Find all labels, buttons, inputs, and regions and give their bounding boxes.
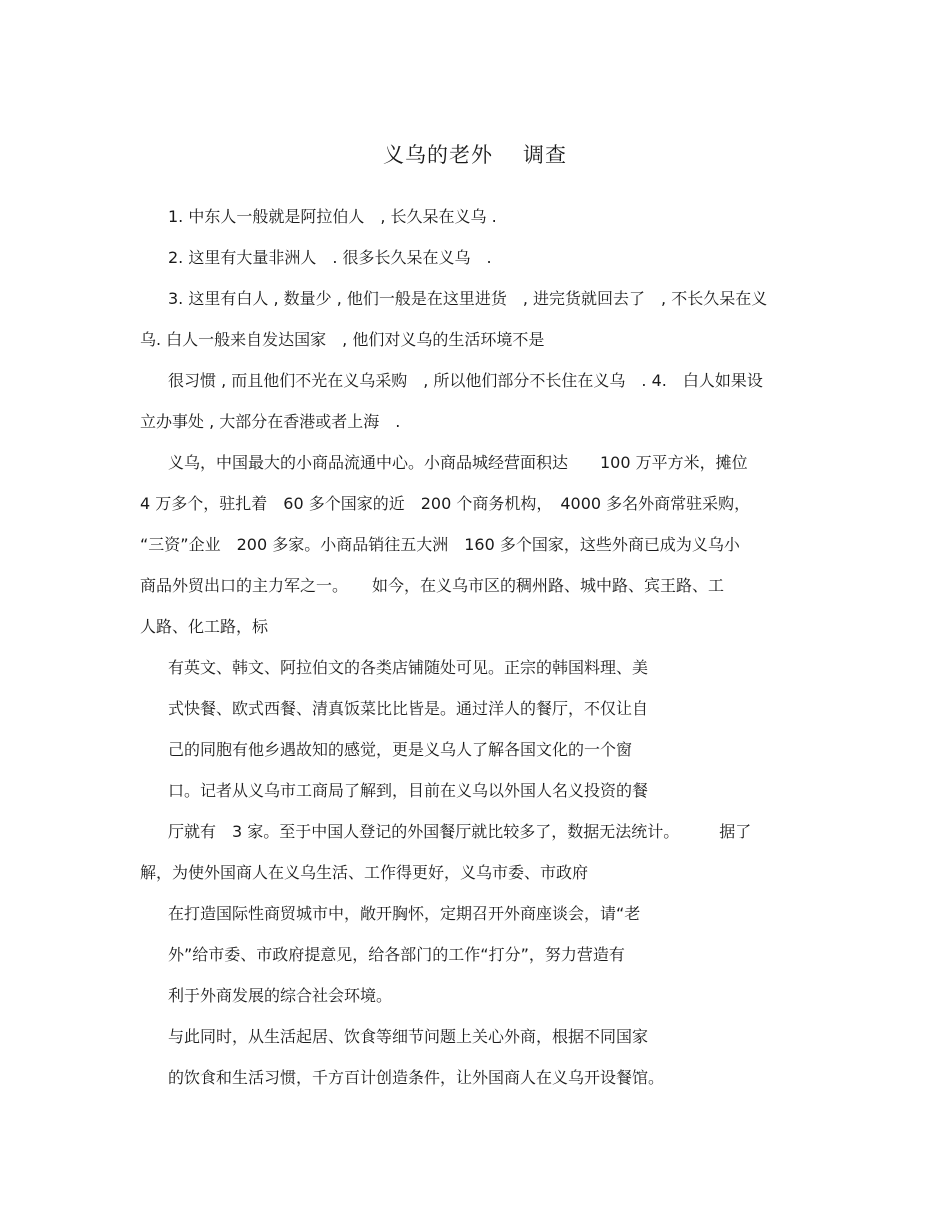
- text-line: 1. 中东人一般就是阿拉伯人 , 长久呆在义乌 .: [168, 207, 497, 226]
- text-line: 2. 这里有大量非洲人 . 很多长久呆在义乌 .: [168, 248, 492, 267]
- text-line: 解，为使外国商人在义乌生活、工作得更好，义乌市委、市政府: [140, 863, 589, 882]
- text-line: 厅就有 3 家。至于中国人登记的外国餐厅就比较多了，数据无法统计。 据了: [168, 822, 752, 841]
- text-line: 有英文、韩文、阿拉伯文的各类店铺随处可见。正宗的韩国料理、美: [168, 658, 649, 677]
- title-part-1: 义乌的老外: [383, 143, 493, 167]
- text-line: 很习惯 , 而且他们不光在义乌采购 , 所以他们部分不长住在义乌 . 4. 白人如果设: [168, 371, 763, 390]
- text-line: 人路、化工路，标: [140, 617, 269, 636]
- text-line: 与此同时，从生活起居、饮食等细节问题上关心外商，根据不同国家: [168, 1027, 649, 1046]
- text-line: 利于外商发展的综合社会环境。: [168, 986, 393, 1005]
- text-line: 式快餐、欧式西餐、清真饭菜比比皆是。通过洋人的餐厅，不仅让自: [168, 699, 649, 718]
- text-line: 立办事处 , 大部分在香港或者上海 .: [140, 412, 401, 431]
- text-line: 乌. 白人一般来自发达国家 , 他们对义乌的生活环境不是: [140, 330, 545, 349]
- text-line: 的饮食和生活习惯，千方百计创造条件，让外国商人在义乌开设餐馆。: [168, 1068, 665, 1087]
- text-line: 义乌，中国最大的小商品流通中心。小商品城经营面积达 100 万平方米，摊位: [168, 453, 748, 472]
- text-line: 口。记者从义乌市工商局了解到，目前在义乌以外国人名义投资的餐: [168, 781, 649, 800]
- text-line: 己的同胞有他乡遇故知的感觉，更是义乌人了解各国文化的一个窗: [168, 740, 633, 759]
- text-line: 外”给市委、市政府提意见，给各部门的工作“打分”，努力营造有: [168, 945, 625, 964]
- text-line: 在打造国际性商贸城市中，敞开胸怀，定期召开外商座谈会，请“老: [168, 904, 641, 923]
- text-line: 3. 这里有白人 , 数量少 , 他们一般是在这里进货 , 进完货就回去了 , 不长久呆在义: [168, 289, 768, 308]
- text-line: 商品外贸出口的主力军之一。 如今，在义乌市区的稠州路、城中路、宾王路、工: [140, 576, 725, 595]
- text-line: “三资”企业 200 多家。小商品销往五大洲 160 多个国家，这些外商已成为义乌小: [140, 535, 740, 554]
- document-title: [0, 140, 950, 170]
- title-part-2: 调查: [523, 143, 567, 167]
- text-line: 4 万多个，驻扎着 60 多个国家的近 200 个商务机构， 4000 多名外商常驻采购，: [140, 494, 751, 513]
